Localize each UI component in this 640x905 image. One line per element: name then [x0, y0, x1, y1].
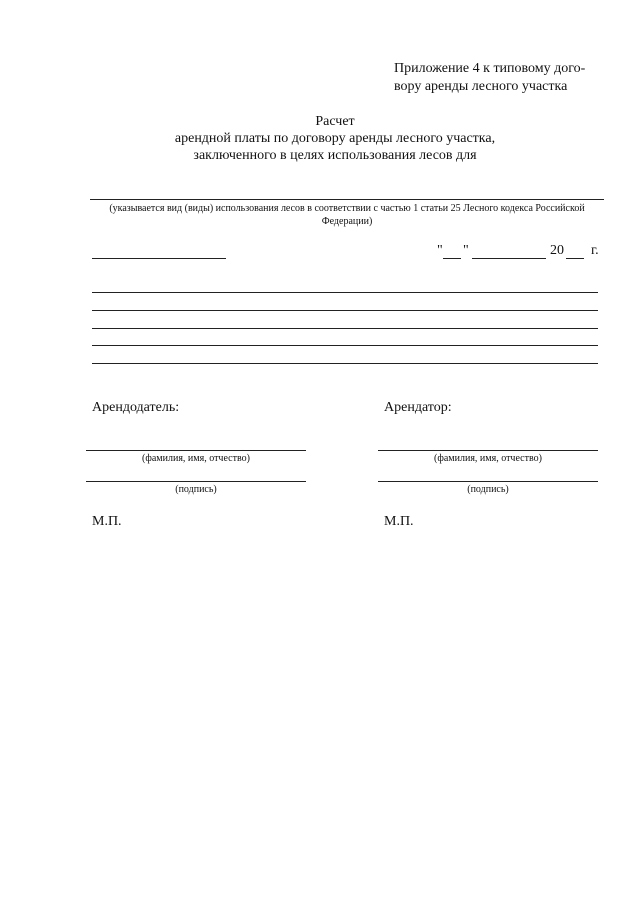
- lessee-seal-mark: М.П.: [384, 514, 414, 529]
- purpose-blank-line[interactable]: [90, 199, 604, 200]
- lessee-signature-caption: (подпись): [467, 484, 509, 495]
- lessor-seal-mark: М.П.: [92, 514, 122, 529]
- date-open-quote: ": [437, 243, 443, 258]
- date-day-blank[interactable]: [443, 258, 461, 259]
- lessor-signature-caption: (подпись): [175, 484, 217, 495]
- lessee-name-line[interactable]: [378, 450, 598, 451]
- calc-blank-line-4[interactable]: [92, 345, 598, 346]
- calc-blank-line-2[interactable]: [92, 310, 598, 311]
- title-line-2: арендной платы по договору аренды лесного участка,: [174, 131, 496, 146]
- appendix-line-2: вору аренды лесного участка: [394, 79, 568, 94]
- document-title: [150, 113, 520, 164]
- lessee-name-caption: (фамилия, имя, отчество): [434, 453, 542, 464]
- date-year-prefix: 20: [550, 243, 564, 258]
- purpose-note-line-1: (указывается вид (виды) использования лесов в соответствии с частью 1 статьи 25 Лесного кодекса Российской: [109, 203, 585, 214]
- date-month-blank[interactable]: [472, 258, 546, 259]
- calc-blank-line-1[interactable]: [92, 292, 598, 293]
- lessor-signature-line[interactable]: [86, 481, 306, 482]
- lessor-name-caption: (фамилия, имя, отчество): [142, 453, 250, 464]
- title-line-1: Расчет: [315, 114, 355, 129]
- purpose-note: [90, 202, 604, 228]
- lessor-label: Арендодатель:: [92, 400, 180, 415]
- lessee-signature-line[interactable]: [378, 481, 598, 482]
- appendix-line-1: Приложение 4 к типовому дого-: [394, 61, 586, 76]
- date-year-blank[interactable]: [566, 258, 584, 259]
- title-line-3: заключенного в целях использования лесов для: [193, 148, 477, 163]
- date-year-suffix: г.: [591, 243, 599, 258]
- purpose-note-line-2: Федерации): [321, 216, 373, 227]
- date-close-quote: ": [463, 243, 469, 258]
- lessor-name-line[interactable]: [86, 450, 306, 451]
- calc-blank-line-3[interactable]: [92, 328, 598, 329]
- lessee-label: Арендатор:: [384, 400, 452, 415]
- place-blank-line[interactable]: [92, 258, 226, 259]
- calc-blank-line-5[interactable]: [92, 363, 598, 364]
- appendix-reference: [394, 60, 604, 96]
